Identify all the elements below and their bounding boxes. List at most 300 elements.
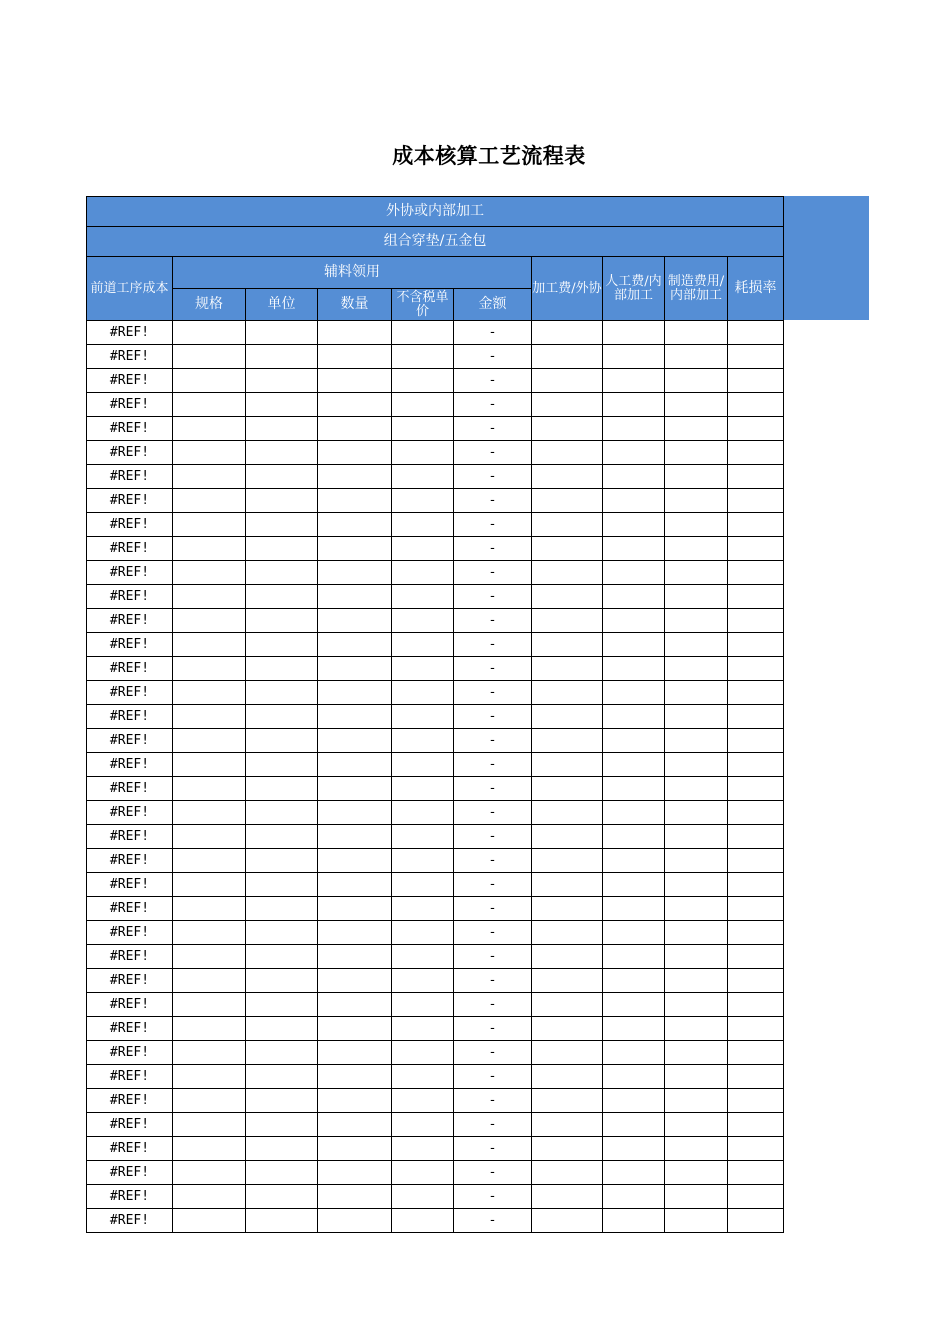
table-cell[interactable]: [532, 1113, 603, 1137]
table-cell[interactable]: [318, 393, 392, 417]
table-cell[interactable]: [392, 945, 454, 969]
table-cell[interactable]: [392, 1137, 454, 1161]
cell-amount[interactable]: -: [454, 1041, 532, 1065]
table-cell[interactable]: [603, 657, 665, 681]
table-cell[interactable]: [318, 681, 392, 705]
table-cell[interactable]: [392, 489, 454, 513]
table-cell[interactable]: [173, 873, 246, 897]
table-cell[interactable]: [603, 729, 665, 753]
table-cell[interactable]: [665, 1209, 728, 1233]
table-cell[interactable]: [246, 849, 318, 873]
table-cell[interactable]: [173, 897, 246, 921]
cell-amount[interactable]: -: [454, 897, 532, 921]
table-cell[interactable]: [532, 393, 603, 417]
cell-prev-cost[interactable]: #REF!: [87, 705, 173, 729]
table-cell[interactable]: [318, 777, 392, 801]
cell-prev-cost[interactable]: #REF!: [87, 633, 173, 657]
table-cell[interactable]: [665, 537, 728, 561]
cell-prev-cost[interactable]: #REF!: [87, 585, 173, 609]
table-cell[interactable]: [603, 705, 665, 729]
cell-prev-cost[interactable]: #REF!: [87, 1161, 173, 1185]
table-cell[interactable]: [532, 537, 603, 561]
cell-amount[interactable]: -: [454, 657, 532, 681]
table-cell[interactable]: [665, 585, 728, 609]
table-cell[interactable]: [173, 585, 246, 609]
table-cell[interactable]: [665, 825, 728, 849]
table-cell[interactable]: [392, 777, 454, 801]
table-cell[interactable]: [392, 1161, 454, 1185]
cell-prev-cost[interactable]: #REF!: [87, 657, 173, 681]
cell-amount[interactable]: -: [454, 393, 532, 417]
table-cell[interactable]: [665, 993, 728, 1017]
table-cell[interactable]: [603, 921, 665, 945]
table-cell[interactable]: [728, 1185, 784, 1209]
table-cell[interactable]: [665, 489, 728, 513]
table-cell[interactable]: [173, 993, 246, 1017]
table-cell[interactable]: [603, 345, 665, 369]
cell-prev-cost[interactable]: #REF!: [87, 345, 173, 369]
table-cell[interactable]: [728, 1209, 784, 1233]
table-cell[interactable]: [532, 489, 603, 513]
table-cell[interactable]: [392, 393, 454, 417]
table-cell[interactable]: [603, 489, 665, 513]
table-cell[interactable]: [728, 1137, 784, 1161]
table-cell[interactable]: [532, 849, 603, 873]
cell-prev-cost[interactable]: #REF!: [87, 729, 173, 753]
table-cell[interactable]: [173, 1065, 246, 1089]
table-cell[interactable]: [173, 1017, 246, 1041]
table-cell[interactable]: [246, 777, 318, 801]
table-cell[interactable]: [392, 1113, 454, 1137]
table-cell[interactable]: [246, 1137, 318, 1161]
table-cell[interactable]: [532, 321, 603, 345]
table-cell[interactable]: [246, 753, 318, 777]
table-cell[interactable]: [318, 753, 392, 777]
table-cell[interactable]: [173, 705, 246, 729]
table-cell[interactable]: [665, 705, 728, 729]
table-cell[interactable]: [173, 1161, 246, 1185]
table-cell[interactable]: [173, 417, 246, 441]
table-cell[interactable]: [246, 513, 318, 537]
table-cell[interactable]: [392, 897, 454, 921]
cell-prev-cost[interactable]: #REF!: [87, 393, 173, 417]
table-cell[interactable]: [392, 921, 454, 945]
table-cell[interactable]: [665, 393, 728, 417]
cell-prev-cost[interactable]: #REF!: [87, 513, 173, 537]
table-cell[interactable]: [246, 657, 318, 681]
table-cell[interactable]: [173, 321, 246, 345]
table-cell[interactable]: [603, 513, 665, 537]
cell-amount[interactable]: -: [454, 1017, 532, 1041]
table-cell[interactable]: [392, 993, 454, 1017]
table-cell[interactable]: [665, 945, 728, 969]
table-cell[interactable]: [173, 441, 246, 465]
table-cell[interactable]: [532, 441, 603, 465]
table-cell[interactable]: [665, 753, 728, 777]
table-cell[interactable]: [603, 609, 665, 633]
table-cell[interactable]: [665, 633, 728, 657]
table-cell[interactable]: [603, 1065, 665, 1089]
table-cell[interactable]: [603, 1161, 665, 1185]
table-cell[interactable]: [173, 1209, 246, 1233]
table-cell[interactable]: [603, 393, 665, 417]
table-cell[interactable]: [392, 1041, 454, 1065]
table-cell[interactable]: [603, 993, 665, 1017]
cell-amount[interactable]: -: [454, 513, 532, 537]
table-cell[interactable]: [665, 1017, 728, 1041]
cell-prev-cost[interactable]: #REF!: [87, 969, 173, 993]
table-cell[interactable]: [246, 1161, 318, 1185]
table-cell[interactable]: [728, 609, 784, 633]
table-cell[interactable]: [728, 345, 784, 369]
table-cell[interactable]: [532, 561, 603, 585]
cell-amount[interactable]: -: [454, 1089, 532, 1113]
cell-amount[interactable]: -: [454, 369, 532, 393]
cell-amount[interactable]: -: [454, 345, 532, 369]
table-cell[interactable]: [392, 873, 454, 897]
table-cell[interactable]: [728, 585, 784, 609]
table-cell[interactable]: [246, 1185, 318, 1209]
cell-amount[interactable]: -: [454, 489, 532, 513]
table-cell[interactable]: [532, 345, 603, 369]
table-cell[interactable]: [246, 921, 318, 945]
table-cell[interactable]: [318, 441, 392, 465]
table-cell[interactable]: [173, 393, 246, 417]
table-cell[interactable]: [532, 633, 603, 657]
cell-amount[interactable]: -: [454, 609, 532, 633]
table-cell[interactable]: [603, 1209, 665, 1233]
table-cell[interactable]: [532, 513, 603, 537]
table-cell[interactable]: [246, 993, 318, 1017]
cell-amount[interactable]: -: [454, 1113, 532, 1137]
table-cell[interactable]: [603, 561, 665, 585]
table-cell[interactable]: [173, 369, 246, 393]
cell-amount[interactable]: -: [454, 321, 532, 345]
table-cell[interactable]: [665, 321, 728, 345]
cell-prev-cost[interactable]: #REF!: [87, 897, 173, 921]
cell-prev-cost[interactable]: #REF!: [87, 945, 173, 969]
table-cell[interactable]: [603, 465, 665, 489]
table-cell[interactable]: [318, 1161, 392, 1185]
table-cell[interactable]: [603, 753, 665, 777]
table-cell[interactable]: [392, 801, 454, 825]
table-cell[interactable]: [603, 681, 665, 705]
table-cell[interactable]: [532, 465, 603, 489]
table-cell[interactable]: [173, 921, 246, 945]
table-cell[interactable]: [665, 441, 728, 465]
table-cell[interactable]: [318, 369, 392, 393]
table-cell[interactable]: [603, 1137, 665, 1161]
table-cell[interactable]: [318, 1041, 392, 1065]
table-cell[interactable]: [532, 801, 603, 825]
table-cell[interactable]: [532, 993, 603, 1017]
table-cell[interactable]: [728, 849, 784, 873]
table-cell[interactable]: [532, 729, 603, 753]
table-cell[interactable]: [392, 417, 454, 441]
table-cell[interactable]: [603, 321, 665, 345]
table-cell[interactable]: [246, 681, 318, 705]
table-cell[interactable]: [728, 1113, 784, 1137]
cell-prev-cost[interactable]: #REF!: [87, 1017, 173, 1041]
table-cell[interactable]: [246, 441, 318, 465]
table-cell[interactable]: [603, 777, 665, 801]
table-cell[interactable]: [603, 897, 665, 921]
table-cell[interactable]: [318, 417, 392, 441]
cell-amount[interactable]: -: [454, 801, 532, 825]
table-cell[interactable]: [603, 633, 665, 657]
table-cell[interactable]: [318, 1089, 392, 1113]
table-cell[interactable]: [665, 777, 728, 801]
cell-amount[interactable]: -: [454, 969, 532, 993]
table-cell[interactable]: [603, 825, 665, 849]
table-cell[interactable]: [246, 633, 318, 657]
table-cell[interactable]: [318, 345, 392, 369]
table-cell[interactable]: [392, 1209, 454, 1233]
table-cell[interactable]: [246, 489, 318, 513]
table-cell[interactable]: [728, 1161, 784, 1185]
table-cell[interactable]: [728, 681, 784, 705]
table-cell[interactable]: [603, 369, 665, 393]
table-cell[interactable]: [603, 1017, 665, 1041]
table-cell[interactable]: [532, 945, 603, 969]
table-cell[interactable]: [318, 1209, 392, 1233]
table-cell[interactable]: [532, 777, 603, 801]
table-cell[interactable]: [246, 969, 318, 993]
table-cell[interactable]: [665, 729, 728, 753]
table-cell[interactable]: [392, 441, 454, 465]
table-cell[interactable]: [603, 873, 665, 897]
table-cell[interactable]: [603, 969, 665, 993]
table-cell[interactable]: [246, 801, 318, 825]
table-cell[interactable]: [532, 1185, 603, 1209]
table-cell[interactable]: [665, 1137, 728, 1161]
cell-amount[interactable]: -: [454, 585, 532, 609]
cell-amount[interactable]: -: [454, 921, 532, 945]
table-cell[interactable]: [392, 345, 454, 369]
table-cell[interactable]: [173, 681, 246, 705]
table-cell[interactable]: [246, 1113, 318, 1137]
table-cell[interactable]: [603, 441, 665, 465]
table-cell[interactable]: [318, 729, 392, 753]
table-cell[interactable]: [392, 705, 454, 729]
table-cell[interactable]: [318, 1065, 392, 1089]
table-cell[interactable]: [603, 801, 665, 825]
table-cell[interactable]: [728, 513, 784, 537]
table-cell[interactable]: [246, 897, 318, 921]
table-cell[interactable]: [603, 1185, 665, 1209]
table-cell[interactable]: [728, 993, 784, 1017]
table-cell[interactable]: [318, 321, 392, 345]
table-cell[interactable]: [246, 417, 318, 441]
table-cell[interactable]: [392, 513, 454, 537]
table-cell[interactable]: [728, 489, 784, 513]
table-cell[interactable]: [532, 969, 603, 993]
cell-amount[interactable]: -: [454, 993, 532, 1017]
table-cell[interactable]: [532, 705, 603, 729]
table-cell[interactable]: [665, 1161, 728, 1185]
table-cell[interactable]: [246, 537, 318, 561]
cell-prev-cost[interactable]: #REF!: [87, 1089, 173, 1113]
table-cell[interactable]: [532, 1017, 603, 1041]
table-cell[interactable]: [246, 873, 318, 897]
cell-amount[interactable]: -: [454, 1137, 532, 1161]
table-cell[interactable]: [318, 1017, 392, 1041]
table-cell[interactable]: [173, 657, 246, 681]
cell-prev-cost[interactable]: #REF!: [87, 1065, 173, 1089]
table-cell[interactable]: [318, 897, 392, 921]
table-cell[interactable]: [173, 465, 246, 489]
table-cell[interactable]: [318, 969, 392, 993]
table-cell[interactable]: [173, 969, 246, 993]
table-cell[interactable]: [603, 1113, 665, 1137]
table-cell[interactable]: [173, 729, 246, 753]
table-cell[interactable]: [246, 1041, 318, 1065]
cell-amount[interactable]: -: [454, 729, 532, 753]
cell-prev-cost[interactable]: #REF!: [87, 777, 173, 801]
table-cell[interactable]: [728, 1041, 784, 1065]
table-cell[interactable]: [665, 849, 728, 873]
table-cell[interactable]: [392, 633, 454, 657]
table-cell[interactable]: [318, 1185, 392, 1209]
cell-amount[interactable]: -: [454, 561, 532, 585]
table-cell[interactable]: [728, 969, 784, 993]
table-cell[interactable]: [728, 825, 784, 849]
table-cell[interactable]: [665, 1065, 728, 1089]
table-cell[interactable]: [392, 849, 454, 873]
cell-prev-cost[interactable]: #REF!: [87, 825, 173, 849]
table-cell[interactable]: [532, 585, 603, 609]
table-cell[interactable]: [318, 1113, 392, 1137]
table-cell[interactable]: [603, 1089, 665, 1113]
table-cell[interactable]: [318, 465, 392, 489]
table-cell[interactable]: [173, 1041, 246, 1065]
table-cell[interactable]: [173, 1089, 246, 1113]
table-cell[interactable]: [246, 465, 318, 489]
cell-prev-cost[interactable]: #REF!: [87, 1041, 173, 1065]
table-cell[interactable]: [318, 585, 392, 609]
table-cell[interactable]: [603, 945, 665, 969]
table-cell[interactable]: [728, 729, 784, 753]
cell-prev-cost[interactable]: #REF!: [87, 561, 173, 585]
table-cell[interactable]: [173, 537, 246, 561]
table-cell[interactable]: [728, 705, 784, 729]
table-cell[interactable]: [246, 1209, 318, 1233]
table-cell[interactable]: [318, 657, 392, 681]
cell-amount[interactable]: -: [454, 1185, 532, 1209]
cell-prev-cost[interactable]: #REF!: [87, 681, 173, 705]
table-cell[interactable]: [603, 417, 665, 441]
table-cell[interactable]: [246, 729, 318, 753]
cell-amount[interactable]: -: [454, 777, 532, 801]
table-cell[interactable]: [728, 945, 784, 969]
table-cell[interactable]: [392, 561, 454, 585]
cell-prev-cost[interactable]: #REF!: [87, 1137, 173, 1161]
table-cell[interactable]: [532, 873, 603, 897]
table-cell[interactable]: [173, 945, 246, 969]
cell-amount[interactable]: -: [454, 849, 532, 873]
cell-amount[interactable]: -: [454, 753, 532, 777]
table-cell[interactable]: [532, 681, 603, 705]
table-cell[interactable]: [392, 1065, 454, 1089]
table-cell[interactable]: [665, 1089, 728, 1113]
table-cell[interactable]: [532, 1065, 603, 1089]
table-cell[interactable]: [665, 969, 728, 993]
cell-prev-cost[interactable]: #REF!: [87, 465, 173, 489]
cell-amount[interactable]: -: [454, 633, 532, 657]
cell-prev-cost[interactable]: #REF!: [87, 873, 173, 897]
cell-prev-cost[interactable]: #REF!: [87, 921, 173, 945]
cell-prev-cost[interactable]: #REF!: [87, 1185, 173, 1209]
table-cell[interactable]: [173, 849, 246, 873]
table-cell[interactable]: [665, 921, 728, 945]
table-cell[interactable]: [728, 1065, 784, 1089]
table-cell[interactable]: [603, 585, 665, 609]
table-cell[interactable]: [318, 945, 392, 969]
table-cell[interactable]: [532, 1137, 603, 1161]
cell-prev-cost[interactable]: #REF!: [87, 993, 173, 1017]
table-cell[interactable]: [665, 513, 728, 537]
table-cell[interactable]: [728, 1089, 784, 1113]
table-cell[interactable]: [728, 753, 784, 777]
table-cell[interactable]: [392, 609, 454, 633]
table-cell[interactable]: [392, 1089, 454, 1113]
table-cell[interactable]: [665, 657, 728, 681]
table-cell[interactable]: [246, 609, 318, 633]
table-cell[interactable]: [665, 1185, 728, 1209]
cell-amount[interactable]: -: [454, 465, 532, 489]
table-cell[interactable]: [173, 489, 246, 513]
table-cell[interactable]: [728, 537, 784, 561]
table-cell[interactable]: [392, 657, 454, 681]
table-cell[interactable]: [392, 321, 454, 345]
cell-prev-cost[interactable]: #REF!: [87, 369, 173, 393]
table-cell[interactable]: [246, 585, 318, 609]
table-cell[interactable]: [532, 1209, 603, 1233]
table-cell[interactable]: [246, 1017, 318, 1041]
table-cell[interactable]: [318, 609, 392, 633]
cell-prev-cost[interactable]: #REF!: [87, 441, 173, 465]
cell-amount[interactable]: -: [454, 1161, 532, 1185]
table-cell[interactable]: [665, 1113, 728, 1137]
table-cell[interactable]: [318, 561, 392, 585]
table-cell[interactable]: [728, 1017, 784, 1041]
table-cell[interactable]: [318, 825, 392, 849]
table-cell[interactable]: [728, 633, 784, 657]
table-cell[interactable]: [665, 873, 728, 897]
table-cell[interactable]: [246, 945, 318, 969]
table-cell[interactable]: [665, 417, 728, 441]
table-cell[interactable]: [532, 1041, 603, 1065]
table-cell[interactable]: [173, 1185, 246, 1209]
table-cell[interactable]: [532, 897, 603, 921]
table-cell[interactable]: [665, 897, 728, 921]
table-cell[interactable]: [246, 345, 318, 369]
table-cell[interactable]: [665, 345, 728, 369]
table-cell[interactable]: [392, 825, 454, 849]
cell-prev-cost[interactable]: #REF!: [87, 801, 173, 825]
table-cell[interactable]: [173, 825, 246, 849]
table-cell[interactable]: [173, 345, 246, 369]
table-cell[interactable]: [665, 1041, 728, 1065]
table-cell[interactable]: [246, 321, 318, 345]
table-cell[interactable]: [318, 537, 392, 561]
table-cell[interactable]: [246, 705, 318, 729]
table-cell[interactable]: [728, 873, 784, 897]
table-cell[interactable]: [173, 753, 246, 777]
table-cell[interactable]: [532, 825, 603, 849]
table-cell[interactable]: [603, 849, 665, 873]
table-cell[interactable]: [728, 369, 784, 393]
